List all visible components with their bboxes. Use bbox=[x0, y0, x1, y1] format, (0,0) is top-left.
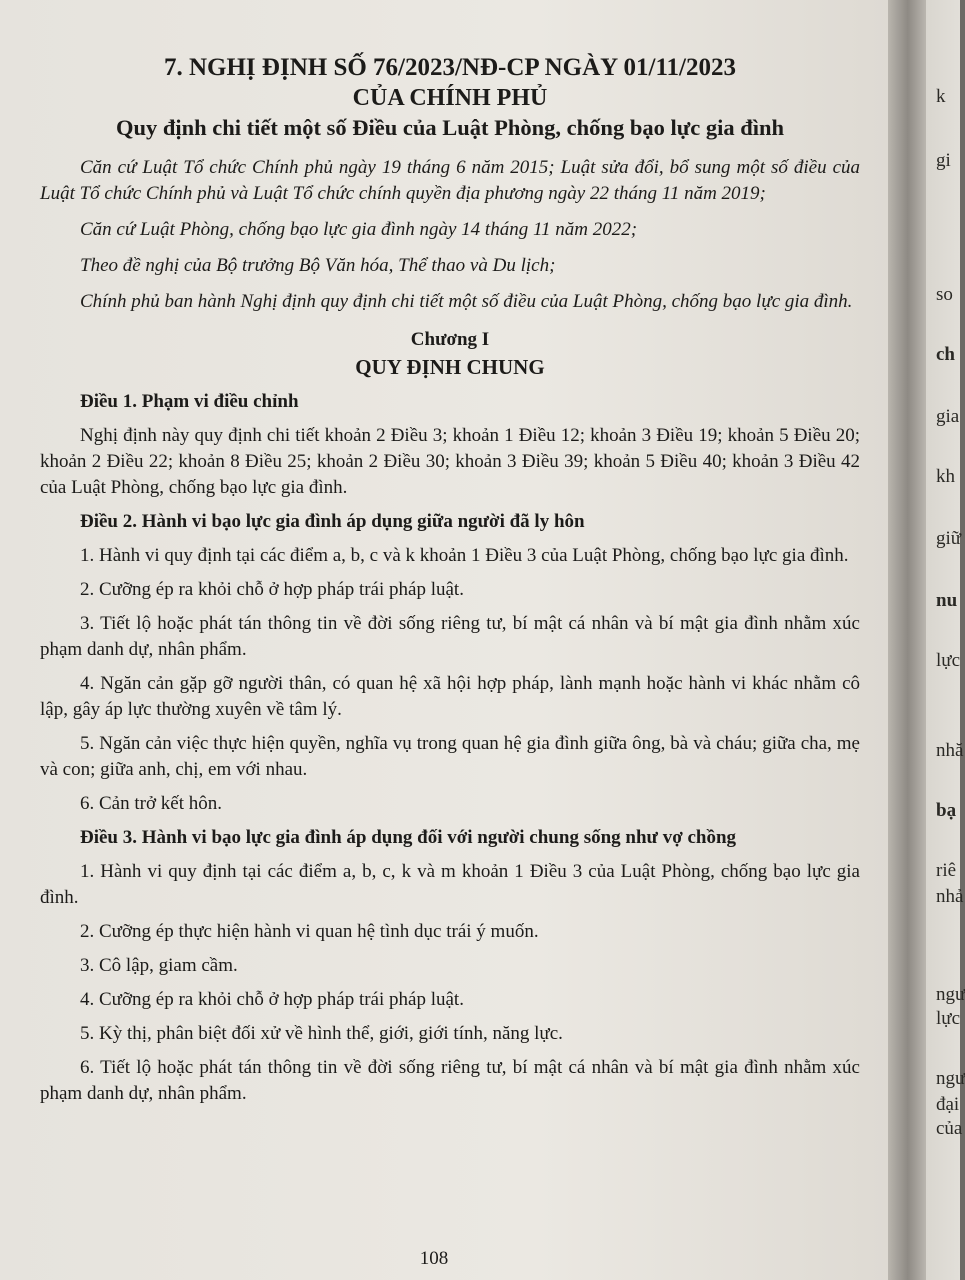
next-page-fragment: ngư bbox=[936, 984, 965, 1005]
next-page-fragment: bạ bbox=[936, 800, 957, 821]
next-page-fragment: ch bbox=[936, 344, 955, 365]
preamble-paragraph: Theo đề nghị của Bộ trưởng Bộ Văn hóa, Thể thao và Du lịch; bbox=[80, 255, 556, 276]
next-page-fragment: nhả bbox=[936, 886, 964, 907]
next-page-fragment: riê bbox=[936, 860, 957, 881]
article-3-item: 4. Cưỡng ép ra khỏi chỗ ở hợp pháp trái pháp luật. bbox=[80, 989, 464, 1010]
article-2-item: 3. Tiết lộ hoặc phát tán thông tin về đời sống riêng tư, bí mật cá nhân và bí mật gia đình nhằm xúc phạm danh dự, nhân phẩm. bbox=[40, 613, 860, 660]
decree-subtitle: Quy định chi tiết một số Điều của Luật Phòng, chống bạo lực gia đình bbox=[116, 115, 784, 140]
article-1-heading: Điều 1. Phạm vi điều chỉnh bbox=[80, 391, 299, 412]
next-page-fragment: nu bbox=[936, 590, 958, 611]
next-page-fragment: ngư bbox=[936, 1068, 965, 1089]
next-page-edge bbox=[926, 0, 965, 1280]
next-page-fragment: của bbox=[936, 1118, 963, 1139]
chapter-title: QUY ĐỊNH CHUNG bbox=[355, 355, 545, 379]
next-page-fragment: lực bbox=[936, 650, 961, 671]
decree-title: 7. NGHỊ ĐỊNH SỐ 76/2023/NĐ-CP NGÀY 01/11/2023 bbox=[163, 54, 737, 81]
article-1-text: Nghị định này quy định chi tiết khoản 2 Điều 3; khoản 1 Điều 12; khoản 3 Điều 19; khoản 5 Điều 20; khoản 2 Điều 22; khoản 8 Điều 25; khoản 2 Điều 30; khoản 3 Điều 39; khoản 5 Điều 40; khoản 3 Điều 42 của Luật Phòng, chống bạo lực gia đình. bbox=[40, 425, 860, 498]
next-page-fragment: nhă bbox=[936, 740, 964, 761]
chapter-label: Chương I bbox=[410, 329, 490, 350]
next-page-fragment: kh bbox=[936, 466, 955, 487]
next-page-fragment: k bbox=[936, 86, 946, 107]
issuer-title: CỦA CHÍNH PHỦ bbox=[352, 85, 548, 111]
next-page-fragment: lực bbox=[936, 1008, 961, 1029]
page-content bbox=[40, 52, 860, 1115]
preamble-paragraph: Chính phủ ban hành Nghị định quy định chi tiết một số điều của Luật Phòng, chống bạo lực gia đình. bbox=[80, 291, 853, 312]
preamble-paragraph: Căn cứ Luật Phòng, chống bạo lực gia đình ngày 14 tháng 11 năm 2022; bbox=[80, 219, 638, 240]
next-page-fragment: gia bbox=[936, 406, 960, 427]
article-3-item: 2. Cưỡng ép thực hiện hành vi quan hệ tình dục trái ý muốn. bbox=[80, 921, 539, 942]
article-3-item: 1. Hành vi quy định tại các điểm a, b, c, k và m khoản 1 Điều 3 của Luật Phòng, chống bạo lực gia đình. bbox=[40, 861, 860, 908]
article-2-item: 2. Cưỡng ép ra khỏi chỗ ở hợp pháp trái pháp luật. bbox=[80, 579, 464, 600]
article-3-item: 3. Cô lập, giam cầm. bbox=[80, 955, 238, 976]
article-2-heading: Điều 2. Hành vi bạo lực gia đình áp dụng giữa người đã ly hôn bbox=[80, 511, 585, 532]
next-page-fragment: đại bbox=[936, 1094, 960, 1115]
next-page-fragment: so bbox=[936, 284, 953, 305]
article-3-item: 6. Tiết lộ hoặc phát tán thông tin về đời sống riêng tư, bí mật cá nhân và bí mật gia đình nhằm xúc phạm danh dự, nhân phẩm. bbox=[40, 1057, 860, 1104]
preamble bbox=[40, 155, 860, 315]
article-3-item: 5. Kỳ thị, phân biệt đối xử về hình thể, giới, giới tính, năng lực. bbox=[80, 1023, 563, 1044]
preamble-paragraph: Căn cứ Luật Tổ chức Chính phủ ngày 19 tháng 6 năm 2015; Luật sửa đổi, bổ sung một số điều của Luật Tổ chức Chính phủ và Luật Tổ chức chính quyền địa phương ngày 22 tháng 11 năm 2019; bbox=[40, 157, 860, 204]
article-2-item: 1. Hành vi quy định tại các điểm a, b, c và k khoản 1 Điều 3 của Luật Phòng, chống bạo lực gia đình. bbox=[80, 545, 849, 566]
next-page-fragment: gi bbox=[936, 150, 951, 171]
article-2-item: 4. Ngăn cản gặp gỡ người thân, có quan hệ xã hội hợp pháp, lành mạnh hoặc hành vi khác nhằm cô lập, gây áp lực thường xuyên về tâm lý. bbox=[40, 673, 860, 720]
article-2-item: 5. Ngăn cản việc thực hiện quyền, nghĩa vụ trong quan hệ gia đình giữa ông, bà và cháu; giữa cha, mẹ và con; giữa anh, chị, em với nhau. bbox=[40, 733, 860, 780]
page-number: 108 bbox=[419, 1248, 449, 1269]
article-2-item: 6. Cản trở kết hôn. bbox=[80, 793, 222, 814]
article-3-heading: Điều 3. Hành vi bạo lực gia đình áp dụng đối với người chung sống như vợ chồng bbox=[80, 827, 737, 848]
next-page-fragment: giữ bbox=[936, 528, 962, 549]
